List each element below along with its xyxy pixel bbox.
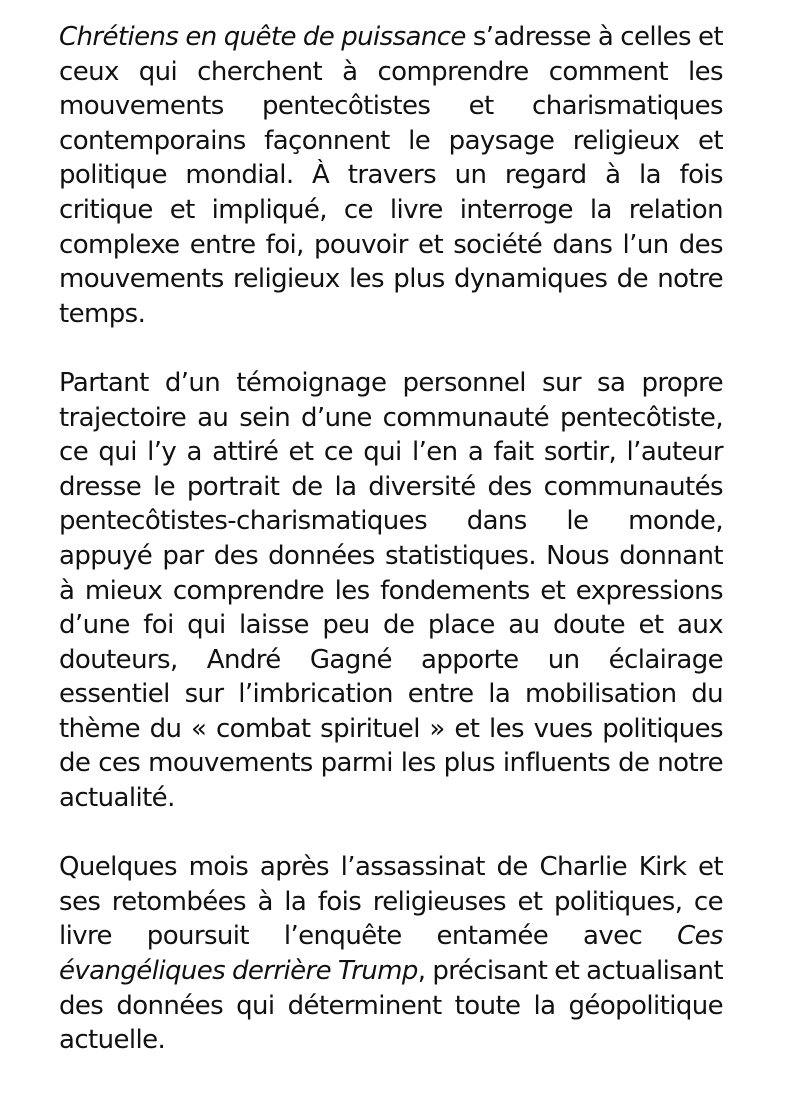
book-title: Chrétiens en quête de puissance [59, 22, 466, 52]
paragraph-intro [59, 20, 723, 331]
paragraph-intro-text: s’adresse à celles et ceux qui cherchent à comprendre comment les mouvements pentecôtistes et charismatiques contemporains façonnent le paysage religieux et politique mondial. À travers un regard à la fois critique et impliqué, ce livre interroge la relation complexe entre foi, pouvoir et société dans l’un des mouvements religieux les plus dynamiques de notre temps. [59, 22, 724, 329]
paragraph-context-text-after: , précisant et actualisant des données qui déterminent toute la géopolitique actuelle. [59, 956, 723, 1056]
document-body [59, 20, 723, 1058]
paragraph-testimony [59, 366, 723, 816]
paragraph-context [59, 850, 723, 1058]
previous-book-title: Ces évangéliques derrière Trump [59, 921, 723, 987]
paragraph-testimony-text: Partant d’un témoignage personnel sur sa propre trajectoire au sein d’une communauté pentecôtiste, ce qui l’y a attiré et ce qui l’en a fait sortir, l’auteur dresse le portrait de la diversité des communautés pentecôtistes-charismatiques dans le monde, appuyé par des données statistiques. Nous donnant à mieux comprendre les fondements et expressions d’une foi qui laisse peu de place au doute et aux douteurs, André Gagné apporte un éclairage essentiel sur l’imbrication entre la mobilisation du thème du « combat spirituel » et les vues politiques de ces mouvements parmi les plus influents de notre actualité. [59, 367, 723, 814]
paragraph-context-text-before: Quelques mois après l’assassinat de Charlie Kirk et ses retombées à la fois religieuses et politiques, ce livre poursuit l’enquête entamée avec [59, 852, 723, 952]
